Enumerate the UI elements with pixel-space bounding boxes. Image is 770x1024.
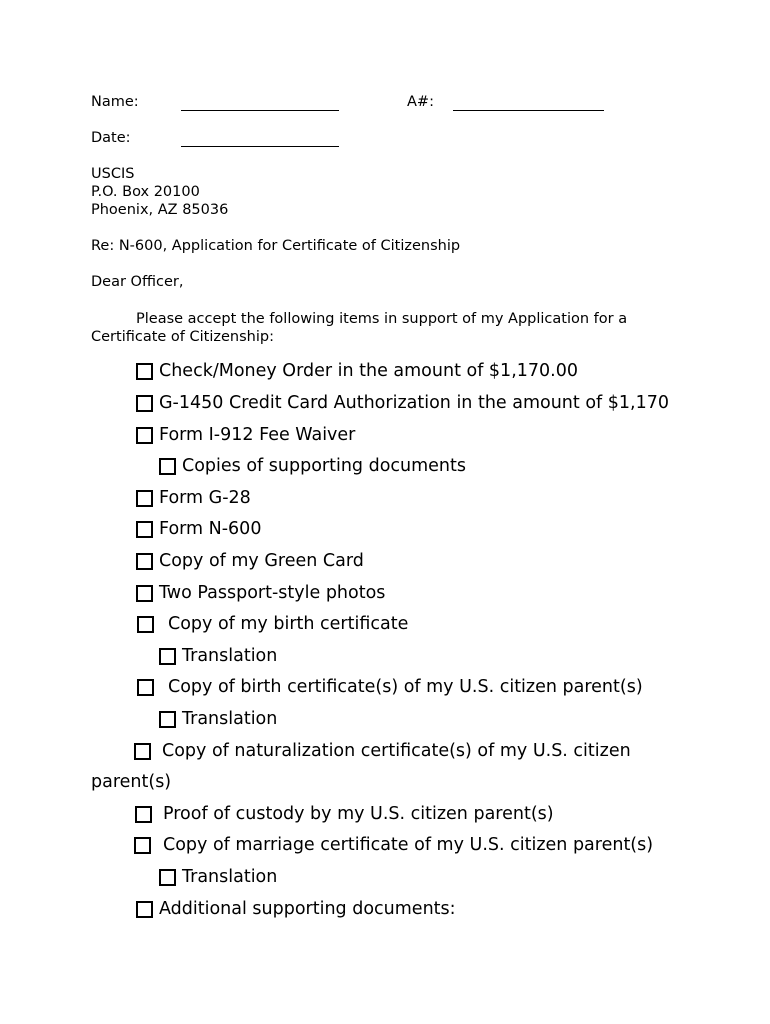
checkbox[interactable] [136,585,153,602]
address-line-3: Phoenix, AZ 85036 [91,202,229,218]
subject-line: Re: N-600, Application for Certificate of Citizenship [91,238,461,254]
intro-line-2: Certificate of Citizenship: [91,329,274,345]
item-label: Form G-28 [159,488,251,508]
checkbox[interactable] [159,869,176,886]
item-label: Copy of naturalization certificate(s) of my U.S. citizen [162,741,631,761]
checkbox[interactable] [159,458,176,475]
checklist-item-g1450 [136,392,669,414]
intro-line-1: Please accept the following items in support of my Application for a [136,311,628,327]
checkbox[interactable] [136,427,153,444]
checklist-item-photos [136,582,385,604]
checklist-item-translation-3 [159,866,277,888]
checkbox[interactable] [135,806,152,823]
salutation: Dear Officer, [91,274,184,290]
item-label: Translation [182,709,278,729]
date-field[interactable] [181,131,339,147]
checklist-item-birth-certificate [137,613,408,635]
checklist-item-marriage-certificate [134,834,653,856]
item-label: Check/Money Order in the amount of $1,170.00 [159,361,578,381]
address-line-1: USCIS [91,166,135,182]
item-label: Translation [182,646,278,666]
checklist-item-supporting-docs [159,455,466,477]
checkbox[interactable] [136,490,153,507]
checkbox[interactable] [137,679,154,696]
item-label: Form I-912 Fee Waiver [159,425,356,445]
checklist-item-naturalization-wrap: parent(s) [91,772,172,792]
checklist-item-g28 [136,487,251,509]
a-number-label: A#: [407,94,434,110]
checkbox[interactable] [136,363,153,380]
checkbox[interactable] [137,616,154,633]
item-label: Copy of birth certificate(s) of my U.S. citizen parent(s) [168,677,643,697]
checklist-item-n600 [136,518,261,540]
checklist-item-naturalization-certificate [134,740,631,762]
checkbox[interactable] [134,837,151,854]
checkbox[interactable] [134,743,151,760]
checklist-item-green-card [136,550,364,572]
checklist-item-additional-documents [136,898,456,920]
checkbox[interactable] [136,395,153,412]
checklist-item-check-money-order [136,360,578,382]
a-number-field[interactable] [453,95,604,111]
item-label: Additional supporting documents: [159,899,456,919]
mailing-address [91,165,228,219]
checklist-item-proof-of-custody [135,803,554,825]
checkbox[interactable] [159,648,176,665]
checkbox[interactable] [159,711,176,728]
checkbox[interactable] [136,553,153,570]
item-label: Copy of my birth certificate [168,614,409,634]
item-label: Translation [182,867,278,887]
item-label: Form N-600 [159,519,262,539]
checklist-item-parent-birth-certificate [137,676,643,698]
name-field[interactable] [181,95,339,111]
item-label: Two Passport-style photos [159,583,386,603]
name-label: Name: [91,94,139,110]
item-label: Copy of marriage certificate of my U.S. citizen parent(s) [163,835,654,855]
date-label: Date: [91,130,131,146]
item-label: Copy of my Green Card [159,551,364,571]
checklist-item-translation-1 [159,645,277,667]
item-label: Proof of custody by my U.S. citizen parent(s) [163,804,554,824]
item-label: G-1450 Credit Card Authorization in the amount of $1,170 [159,393,669,413]
checkbox[interactable] [136,901,153,918]
checklist-item-translation-2 [159,708,277,730]
checkbox[interactable] [136,521,153,538]
address-line-2: P.O. Box 20100 [91,184,200,200]
item-label: Copies of supporting documents [182,456,466,476]
checklist-item-i912 [136,424,355,446]
